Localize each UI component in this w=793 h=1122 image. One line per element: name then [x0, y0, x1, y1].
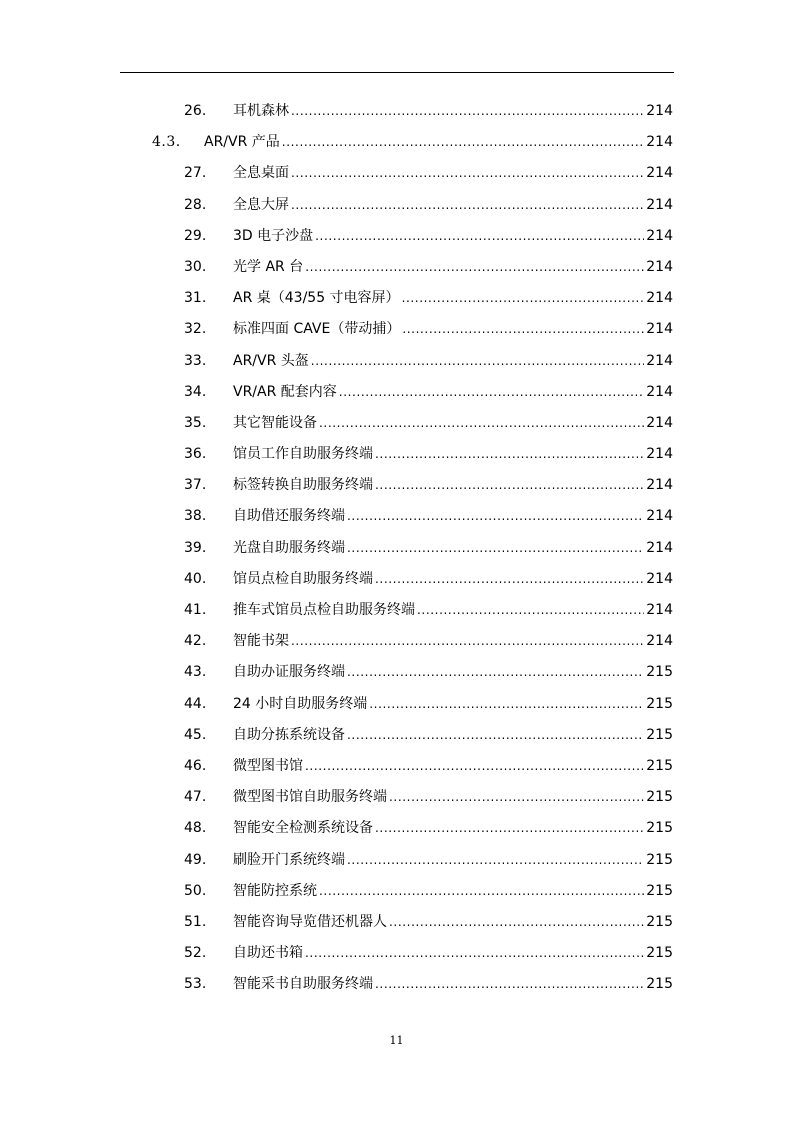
toc-entry-number: 38.: [184, 508, 207, 525]
toc-entry-page: 214: [646, 446, 673, 463]
toc-entry[interactable]: [0, 720, 793, 751]
toc-entry[interactable]: [0, 377, 793, 408]
toc-entry-line: [233, 938, 673, 969]
toc-entry[interactable]: [0, 813, 793, 844]
toc-entry[interactable]: [0, 876, 793, 907]
toc-entry-page: 214: [646, 352, 673, 369]
toc-entry-number: 40.: [184, 570, 207, 587]
toc-entry[interactable]: [0, 689, 793, 720]
toc-entry-page: 214: [646, 539, 673, 556]
toc-entry[interactable]: [0, 595, 793, 626]
toc-entry-title: 智能咨询导览借还机器人: [233, 913, 387, 930]
toc-entry-number: 37.: [184, 477, 207, 494]
toc-entry[interactable]: [0, 470, 793, 501]
toc-entry-line: [233, 845, 673, 876]
toc-dot-leader: [375, 439, 644, 470]
toc-entry[interactable]: [0, 346, 793, 377]
toc-entry-number: 50.: [184, 882, 207, 899]
toc-entry-number: 39.: [184, 539, 207, 556]
toc-entry-title: 智能采书自助服务终端: [233, 976, 373, 993]
toc-entry-line: [233, 501, 673, 532]
toc-dot-leader: [375, 470, 644, 501]
toc-dot-leader: [339, 377, 644, 408]
toc-entry-line: [233, 595, 673, 626]
toc-entry-title: 3D 电子沙盘: [233, 227, 314, 244]
toc-entry-number: 42.: [184, 633, 207, 650]
toc-entry-page: 215: [646, 789, 673, 806]
toc-entry[interactable]: [0, 501, 793, 532]
toc-dot-leader: [389, 907, 644, 938]
toc-section-entry[interactable]: [0, 127, 793, 158]
toc-dot-leader: [347, 533, 644, 564]
toc-entry-line: [233, 969, 673, 1000]
toc-entry-page: 214: [646, 383, 673, 400]
toc-entry-line: [233, 346, 673, 377]
toc-entry-title: 微型图书馆: [233, 757, 303, 774]
toc-entry-number: 53.: [184, 976, 207, 993]
toc-dot-leader: [291, 158, 644, 189]
toc-entry-page: 215: [646, 882, 673, 899]
toc-entry-line: [233, 96, 673, 127]
toc-dot-leader: [375, 813, 644, 844]
toc-entry-line: [233, 657, 673, 688]
toc-dot-leader: [417, 595, 644, 626]
toc-dot-leader: [389, 782, 644, 813]
toc-dot-leader: [319, 876, 644, 907]
toc-entry-line: [233, 689, 673, 720]
toc-entry-number: 51.: [184, 913, 207, 930]
toc-entry-line: [233, 158, 673, 189]
toc-entry-page: 215: [646, 726, 673, 743]
toc-entry-page: 215: [646, 976, 673, 993]
toc-entry-line: [204, 127, 673, 158]
toc-entry-page: 214: [646, 570, 673, 587]
toc-entry[interactable]: [0, 657, 793, 688]
toc-entry-title: 馆员点检自助服务终端: [233, 570, 373, 587]
toc-entry-page: 215: [646, 757, 673, 774]
toc-entry-title: 自助还书箱: [233, 945, 303, 962]
toc-entry-title: AR 桌（43/55 寸电容屏）: [233, 290, 400, 307]
toc-entry[interactable]: [0, 96, 793, 127]
toc-entry-line: [233, 377, 673, 408]
toc-dot-leader: [402, 283, 645, 314]
toc-entry[interactable]: [0, 751, 793, 782]
toc-entry-line: [233, 439, 673, 470]
toc-entry-number: 43.: [184, 664, 207, 681]
toc-entry-line: [233, 283, 673, 314]
table-of-contents: [0, 96, 793, 1000]
toc-entry-title: AR/VR 头盔: [233, 352, 309, 369]
page-number: 11: [389, 1034, 404, 1047]
toc-entry-line: [233, 751, 673, 782]
toc-entry-page: 214: [646, 196, 673, 213]
toc-entry-page: 214: [646, 508, 673, 525]
toc-entry-title: VR/AR 配套内容: [233, 383, 337, 400]
toc-entry-title: 标准四面 CAVE（带动捕）: [233, 321, 401, 338]
toc-dot-leader: [291, 190, 644, 221]
toc-entry-title: 刷脸开门系统终端: [233, 851, 345, 868]
toc-entry-title: 智能安全检测系统设备: [233, 820, 373, 837]
toc-entry-number: 30.: [184, 258, 207, 275]
toc-entry[interactable]: [0, 907, 793, 938]
toc-entry-page: 215: [646, 820, 673, 837]
toc-entry-title: 自助借还服务终端: [233, 508, 345, 525]
toc-entry-title: 自助分拣系统设备: [233, 726, 345, 743]
toc-entry-number: 46.: [184, 757, 207, 774]
toc-dot-leader: [291, 96, 644, 127]
toc-entry-number: 32.: [184, 321, 207, 338]
toc-entry-number: 36.: [184, 446, 207, 463]
toc-entry-page: 214: [646, 165, 673, 182]
toc-entry-page: 214: [646, 134, 673, 151]
toc-entry-page: 214: [646, 321, 673, 338]
toc-entry-line: [233, 907, 673, 938]
toc-entry-title: AR/VR 产品: [204, 134, 280, 151]
toc-entry-page: 214: [646, 477, 673, 494]
toc-entry-page: 215: [646, 945, 673, 962]
toc-dot-leader: [315, 221, 644, 252]
toc-entry-page: 214: [646, 602, 673, 618]
toc-entry-line: [233, 564, 673, 595]
toc-entry-page: 214: [646, 227, 673, 244]
toc-entry-title: 智能防控系统: [233, 882, 317, 899]
toc-entry-title: 光盘自助服务终端: [233, 539, 345, 556]
toc-entry[interactable]: [0, 969, 793, 1000]
toc-entry-number: 4.3.: [152, 134, 181, 151]
toc-entry-number: 41.: [184, 602, 207, 618]
toc-entry-page: 214: [646, 633, 673, 650]
toc-entry-line: [233, 876, 673, 907]
toc-entry-title: 馆员工作自助服务终端: [233, 446, 373, 463]
toc-entry-number: 27.: [184, 165, 207, 182]
toc-dot-leader: [305, 938, 644, 969]
toc-entry-title: 全息大屏: [233, 196, 289, 213]
toc-entry[interactable]: [0, 158, 793, 189]
toc-entry-line: [233, 782, 673, 813]
toc-entry-number: 31.: [184, 290, 207, 307]
toc-entry-line: [233, 314, 673, 345]
toc-dot-leader: [347, 657, 644, 688]
toc-dot-leader: [305, 252, 644, 283]
toc-entry-line: [233, 408, 673, 439]
toc-entry-page: 214: [646, 290, 673, 307]
header-rule: [120, 72, 674, 73]
toc-entry-title: 推车式馆员点检自助服务终端: [233, 602, 415, 618]
toc-entry-page: 214: [646, 103, 673, 119]
toc-dot-leader: [347, 501, 644, 532]
toc-entry-number: 44.: [184, 695, 207, 712]
toc-entry-number: 28.: [184, 196, 207, 213]
toc-entry-number: 26.: [184, 103, 207, 119]
toc-entry[interactable]: [0, 439, 793, 470]
toc-dot-leader: [375, 969, 644, 1000]
toc-entry-title: 全息桌面: [233, 165, 289, 182]
toc-dot-leader: [311, 346, 644, 377]
toc-entry-title: 微型图书馆自助服务终端: [233, 789, 387, 806]
toc-entry-number: 34.: [184, 383, 207, 400]
toc-entry-number: 33.: [184, 352, 207, 369]
toc-entry-number: 47.: [184, 789, 207, 806]
toc-entry-line: [233, 813, 673, 844]
toc-dot-leader: [369, 689, 644, 720]
toc-entry-line: [233, 470, 673, 501]
toc-dot-leader: [375, 564, 644, 595]
toc-entry-title: 其它智能设备: [233, 414, 317, 431]
toc-entry-number: 48.: [184, 820, 207, 837]
toc-dot-leader: [282, 127, 644, 158]
toc-entry[interactable]: [0, 564, 793, 595]
toc-entry-line: [233, 626, 673, 657]
toc-entry-page: 215: [646, 664, 673, 681]
toc-entry-page: 214: [646, 414, 673, 431]
toc-entry-page: 215: [646, 851, 673, 868]
toc-entry-number: 45.: [184, 726, 207, 743]
toc-entry-title: 光学 AR 台: [233, 258, 304, 275]
toc-entry[interactable]: [0, 533, 793, 564]
toc-dot-leader: [347, 845, 644, 876]
toc-entry[interactable]: [0, 626, 793, 657]
toc-entry-title: 耳机森林: [233, 103, 289, 119]
toc-entry-page: 214: [646, 258, 673, 275]
toc-dot-leader: [319, 408, 644, 439]
toc-entry-title: 标签转换自助服务终端: [233, 477, 373, 494]
toc-entry-number: 29.: [184, 227, 207, 244]
toc-entry-line: [233, 720, 673, 751]
toc-entry[interactable]: [0, 408, 793, 439]
toc-entry-number: 49.: [184, 851, 207, 868]
toc-entry-page: 215: [646, 913, 673, 930]
toc-entry[interactable]: [0, 845, 793, 876]
toc-dot-leader: [347, 720, 644, 751]
toc-dot-leader: [305, 751, 644, 782]
toc-entry[interactable]: [0, 314, 793, 345]
toc-entry-line: [233, 252, 673, 283]
toc-entry-line: [233, 190, 673, 221]
toc-entry-title: 24 小时自助服务终端: [233, 695, 368, 712]
toc-dot-leader: [291, 626, 644, 657]
toc-entry[interactable]: [0, 938, 793, 969]
toc-entry-number: 35.: [184, 414, 207, 431]
toc-entry-title: 自助办证服务终端: [233, 664, 345, 681]
toc-entry[interactable]: [0, 283, 793, 314]
toc-entry-line: [233, 533, 673, 564]
toc-entry-page: 215: [646, 695, 673, 712]
toc-entry[interactable]: [0, 190, 793, 221]
toc-entry-number: 52.: [184, 945, 207, 962]
toc-entry[interactable]: [0, 221, 793, 252]
toc-entry-title: 智能书架: [233, 633, 289, 650]
toc-entry[interactable]: [0, 782, 793, 813]
toc-entry[interactable]: [0, 252, 793, 283]
toc-entry-line: [233, 221, 673, 252]
toc-dot-leader: [402, 314, 644, 345]
